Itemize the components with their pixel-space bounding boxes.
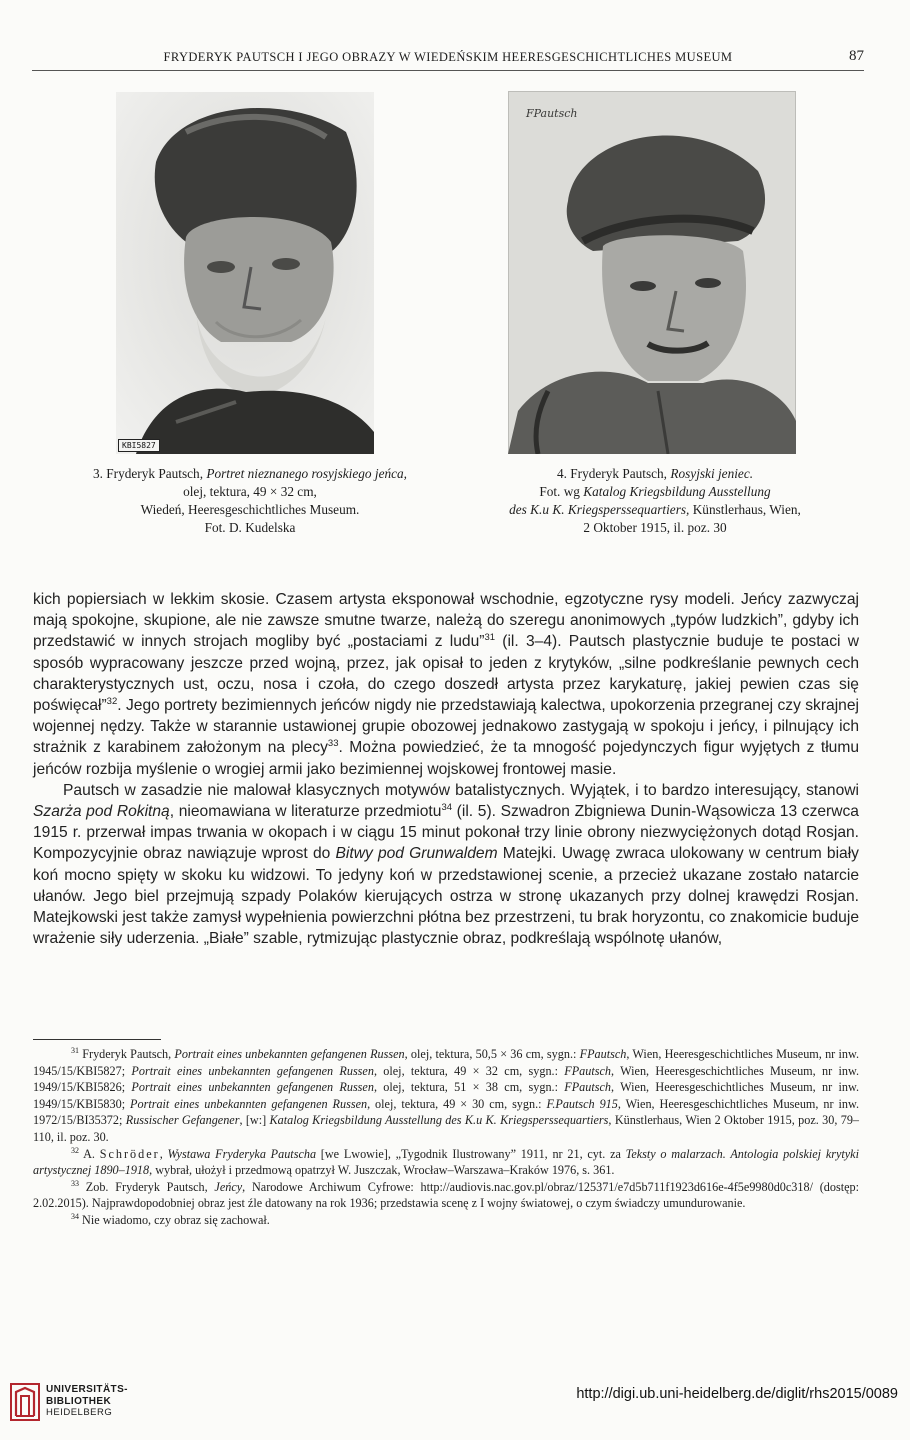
figure-4-portrait-image bbox=[508, 91, 796, 454]
paragraph: Pautsch w zasadzie nie malował klasycznych motywów batalistycznych. Wyjątek, i to bardzo interesujący, stanowi Szarża pod Rokitną, nieomawiana w literaturze przedmiotu$^{34}$ (il. 5). Szwadron Zbigniewa Dunin-Wąsowicza 13 czerwca 1915 r. przerwał impas trwania w okopach i w ciągu 15 minut pokonał trzy linie obrony niezwyciężonych dotąd Rosjan. Kompozycyjnie obraz nawiązuje wprost do Bitwy pod Grunwaldem Matejki. Uwagę zwraca ulokowany w centrum biały koń mocno spięty w skoku ku widzowi. To jedyny koń w przedstawionej scenie, a przecież ukazane zostało natarcie ułanów. Jego biel przejmują szpady Polaków kierujących ostrza w stronę ukazanych przy dolnej krawędzi Rosjan. Matejkowski jest także zamysł wypełnienia powierzchni płótna bez przestrzeni, tu brak horyzontu, co znakomicie buduje wrażenie siły uderzenia. „Białe” szable, rytmizując plastycznie obraz, podkreślają wspólnotę ułanów, bbox=[33, 781, 859, 948]
footnote-34: $^{34}$ Nie wiadomo, czy obraz się zachował. bbox=[71, 1211, 270, 1227]
prisoner-with-cap-portrait bbox=[508, 91, 796, 454]
paragraph: kich popiersiach w lekkim skosie. Czasem artysta eksponował wschodnie, egzotyczne rysy modeli. Jeńcy zazwyczaj mają spokojne, skupione, ale nie zawsze smutne twarze, należą do szeregu anonimowych „typów ludzkich”, gdyby ich przedstawić w innych strojach mogliby być „postaciami z ludu”$^{31}$ (il. 3–4). Pautsch plastycznie buduje te postaci w sposób wypracowany jeszcze przed wojną, przez, jak opisał to jeden z krytyków, „silne podkreślanie pewnych cech charakterystycznych ust, oczu, nosa i czoła, do czego doszedł artysta przez karykaturę, jakiej pewien czas się poświęcał”$^{32}$. Jego portrety bezimiennych jeńców nigdy nie przedstawiają kalectwa, upokorzenia przegranej czy skrajnej wojennej nędzy. Także w starannie ustawionej grupie obozowej jednakowo zastygają w spokoju i jeńcy, i pilnujący ich strażnik z karabinem założonym na plecy$^{33}$. Można powiedzieć, że ta mnogość pojedynczych figur wyjętych z tłumu jeńców rozbija myślenie o wrogiej armii jako bezimiennej wojskowej frontowej masie. bbox=[33, 591, 859, 778]
footnote-ref[interactable]: 31 bbox=[484, 632, 496, 644]
footnote-ref[interactable]: 32 bbox=[106, 695, 118, 707]
caption-line: 3. Fryderyk Pautsch, Portret nieznanego rosyjskiego jeńca, bbox=[92, 466, 408, 481]
running-header bbox=[32, 48, 864, 71]
figure-3-portrait-image bbox=[116, 92, 374, 454]
footnote-ref[interactable]: 33 bbox=[327, 738, 339, 750]
figure-4-caption bbox=[455, 465, 855, 537]
caption-line: Fot. wg Katalog Kriegsbildung Ausstellung bbox=[539, 484, 771, 499]
bearded-prisoner-portrait bbox=[116, 92, 374, 454]
library-logo-icon bbox=[10, 1382, 40, 1422]
footnote-31: $^{31}$ Fryderyk Pautsch, Portrait eines unbekannten gefangenen Russen, olej, tektura, 50,5 × 36 cm, sygn.: FPautsch, Wien, Heeresgeschichtliches Museum, nr inw. 1945/15/KBI5827; Portrait eines unbekannten gefangenen Russen, olej, tektura, 49 × 32 cm, sygn.: FPautsch, Wien, Heeresgeschichtliches Museum, nr inw. 1949/15/KBI5826; Portrait eines unbekannten gefangenen Russen, olej, tektura, 51 × 38 cm, sygn.: FPautsch, Wien, Heeresgeschichtliches Museum, nr inw. 1949/15/KBI5830; Portrait eines unbekannten gefangenen Russen, olej, tektura, 49 × 30 cm, sygn.: F.Pautsch 915, Wien, Heeresgeschichtliches Museum, nr inw. 1972/15/BI35372; Russischer Gefangener, [w:] Katalog Kriegsbildung Ausstellung des K.u K. Kriegsperssequartiers, Künstlerhaus, Wien 2 Oktober 1915, poz. 30, 79–110, il. poz. 30. bbox=[33, 1045, 860, 1144]
source-url-link[interactable]: http://digi.ub.uni-heidelberg.de/diglit/rhs2015/0089 bbox=[576, 1386, 898, 1402]
figure-3-caption bbox=[40, 465, 460, 537]
caption-line: 4. Fryderyk Pautsch, Rosyjski jeniec. bbox=[556, 466, 754, 481]
caption-line: Fot. D. Kudelska bbox=[204, 520, 296, 535]
page-number: 87 bbox=[849, 48, 864, 64]
source-url[interactable] bbox=[576, 1386, 898, 1402]
footnote-ref[interactable]: 34 bbox=[441, 801, 453, 813]
running-title: FRYDERYK PAUTSCH I JEGO OBRAZY W WIEDEŃSKIM HEERESGESCHICHTLICHES MUSEUM bbox=[163, 50, 733, 64]
caption-line: Wiedeń, Heeresgeschichtliches Museum. bbox=[140, 502, 360, 517]
footnote-32: $^{32}$ A. Schröder, Wystawa Fryderyka Pautscha [we Lwowie], „Tygodnik Ilustrowany” 1911, nr 21, cyt. za Teksty o malarzach. Antologia polskiej krytyki artystycznej 1890–1918, wybrał, ułożył i przedmową opatrzył W. Juszczak, Wrocław–Warszawa–Kraków 1976, s. 361. bbox=[33, 1145, 859, 1178]
library-logo[interactable] bbox=[10, 1382, 160, 1432]
caption-line: des K.u K. Kriegsperssequartiers, Künstlerhaus, Wien, bbox=[509, 502, 801, 517]
artist-signature: FPautsch bbox=[526, 107, 578, 120]
footnote-divider bbox=[33, 1039, 161, 1040]
inventory-stamp: KBI5827 bbox=[118, 439, 160, 452]
library-logo-text: UNIVERSITÄTS- BIBLIOTHEK HEIDELBERG bbox=[46, 1384, 128, 1418]
article-body bbox=[33, 589, 859, 949]
caption-line: olej, tektura, 49 × 32 cm, bbox=[183, 484, 317, 499]
footnote-33: $^{33}$ Zob. Fryderyk Pautsch, Jeńcy, Narodowe Archiwum Cyfrowe: http://audiovis.nac.gov.pl/obraz/125371/e7d5b711f1923d616e-4f5e9980d0c318/ (dostęp: 2.02.2015). Najprawdopodobniej obraz jest źle datowany na rok 1936; przedstawia scenę z I wojny światowej, o czym świadczy umundurowanie. bbox=[33, 1178, 859, 1211]
caption-line: 2 Oktober 1915, il. poz. 30 bbox=[583, 520, 727, 535]
footnotes bbox=[33, 1046, 859, 1229]
